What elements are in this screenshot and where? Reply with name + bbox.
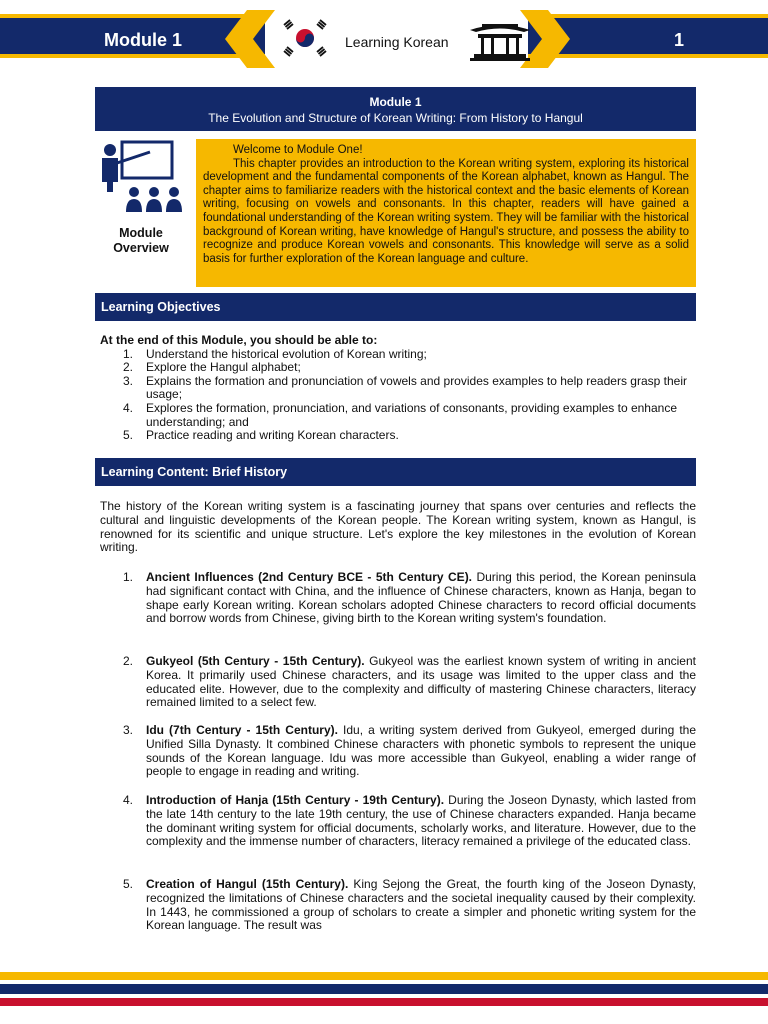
header-page-number: 1 — [674, 30, 685, 50]
history-number: 3. — [123, 723, 134, 737]
list-item — [100, 429, 696, 443]
learning-content-heading: Learning Content: Brief History — [95, 458, 696, 486]
list-number: 5. — [123, 428, 134, 443]
page-footer-stripes — [0, 972, 768, 1024]
overview-label-line1: Module — [119, 226, 163, 240]
history-item — [100, 571, 696, 626]
list-text: Explores the formation, pronunciation, and variations of consonants, providing examples to enhance understanding; and — [146, 400, 677, 429]
history-text: Idu, a writing system derived from Gukyeol, emerged during the Unified Silla Dynasty. It combined Chinese characters with phonetic symbols to represent the unique sounds of the Korean language. Idu was more accessible than Gukyeol, enabling a wider range of people to engage in reading and writing. — [146, 723, 696, 779]
teacher-classroom-icon — [100, 140, 184, 214]
overview-label-line2: Overview — [113, 241, 169, 255]
list-item — [100, 375, 696, 402]
overview-box — [196, 139, 696, 287]
list-item — [100, 361, 696, 375]
objectives-list — [100, 348, 696, 443]
module-title: The Evolution and Structure of Korean Writing: From History to Hangul — [208, 111, 583, 125]
hanok-pavilion-icon — [468, 18, 532, 62]
history-title: Introduction of Hanja (15th Century - 19th Century). — [146, 793, 445, 807]
header-left-chevron — [225, 10, 275, 68]
learning-objectives — [100, 334, 696, 443]
list-text: Practice reading and writing Korean characters. — [146, 428, 399, 443]
list-item — [100, 402, 696, 429]
history-text: King Sejong the Great, the fourth king of the Joseon Dynasty, recognized the limitations of Chinese characters and the societal inequality caused by their complexity. In 1443, he commissioned a group of scholars to create a simpler and phonetic writing system for the Korean language. The result was — [146, 877, 696, 933]
history-text: During the Joseon Dynasty, which lasted from the late 14th century to the late 19th century, the use of Chinese characters expanded. Hanja became the dominant writing system for official documents, scholarly works, and literature. However, due to the complexity and the immense number of characters, literacy remained a privilege of the educated class. — [146, 793, 696, 849]
history-number: 2. — [123, 654, 134, 668]
learning-objectives-heading: Learning Objectives — [95, 293, 696, 321]
list-text: Explains the formation and pronunciation of vowels and provides examples to help readers grasp their usage; — [146, 373, 687, 402]
history-number: 5. — [123, 877, 134, 891]
history-title: Gukyeol (5th Century - 15th Century). — [146, 654, 365, 668]
header-module-label: Module 1 — [104, 30, 183, 50]
footer-gold-stripe — [0, 972, 768, 980]
overview-label — [95, 226, 187, 256]
module-title-banner — [95, 87, 696, 131]
list-item — [100, 348, 696, 362]
list-number: 1. — [123, 346, 134, 361]
history-item — [100, 878, 696, 933]
history-item — [100, 724, 696, 779]
history-text: During this period, the Korean peninsula had significant contact with China, and the influence of Chinese characters, known as Hanja, began to shape early Korean writing. Korean scholars adopted Chinese characters to record official documents and borrow words from Chinese, giving birth to the Korean writing system's foundation. — [146, 570, 696, 626]
list-number: 4. — [123, 400, 134, 415]
header-title: Learning Korean — [345, 34, 449, 50]
page-header — [0, 0, 768, 70]
footer-bottom — [0, 1006, 768, 1024]
history-title: Creation of Hangul (15th Century). — [146, 877, 349, 891]
history-number: 4. — [123, 793, 134, 807]
footer-navy-stripe — [0, 984, 768, 994]
footer-red-stripe — [0, 998, 768, 1006]
history-number: 1. — [123, 570, 134, 584]
list-number: 2. — [123, 360, 134, 375]
history-item — [100, 655, 696, 710]
content-intro: The history of the Korean writing system is a fascinating journey that spans over centuries and reflects the cultural and linguistic developments of the Korean people. The Korean writing system, known as Hangul, is renowned for its scientific and unique structure. Let's explore the key milestones in the evolution of Korean writing. — [100, 499, 696, 555]
korean-flag-icon — [278, 18, 332, 58]
module-number: Module 1 — [369, 95, 422, 109]
list-text: Explore the Hangul alphabet; — [146, 360, 301, 375]
history-text: Gukyeol was the earliest known system of writing in ancient Korea. It primarily used Chinese characters, and its usage was limited to the upper class and the educated elite. However, due to the complexity and difficulty of mastering Chinese characters, literacy remained limited to a select few. — [146, 654, 696, 710]
list-text: Understand the historical evolution of Korean writing; — [146, 346, 427, 361]
objectives-intro: At the end of this Module, you should be able to: — [100, 333, 378, 347]
overview-welcome: Welcome to Module One! — [233, 144, 363, 156]
list-number: 3. — [123, 373, 134, 388]
overview-body: This chapter provides an introduction to the Korean writing system, exploring its historical development and the fundamental components of the Korean alphabet, known as Hangul. The chapter aims to familiarize readers with the historical context and the basic elements of Korean writing, focusing on vowels and consonants. In this chapter, readers will have gained a foundational understanding of the Korean writing system. They will be familiar with the historical background of Korean writing, have knowledge of Hangul's structure, and possess the ability to recognize and produce Korean vowels and consonants. This knowledge will serve as a solid basis for further exploration of the Korean language and culture. — [203, 157, 689, 265]
history-item — [100, 794, 696, 849]
history-title: Idu (7th Century - 15th Century). — [146, 723, 338, 737]
history-title: Ancient Influences (2nd Century BCE - 5th Century CE). — [146, 570, 473, 584]
